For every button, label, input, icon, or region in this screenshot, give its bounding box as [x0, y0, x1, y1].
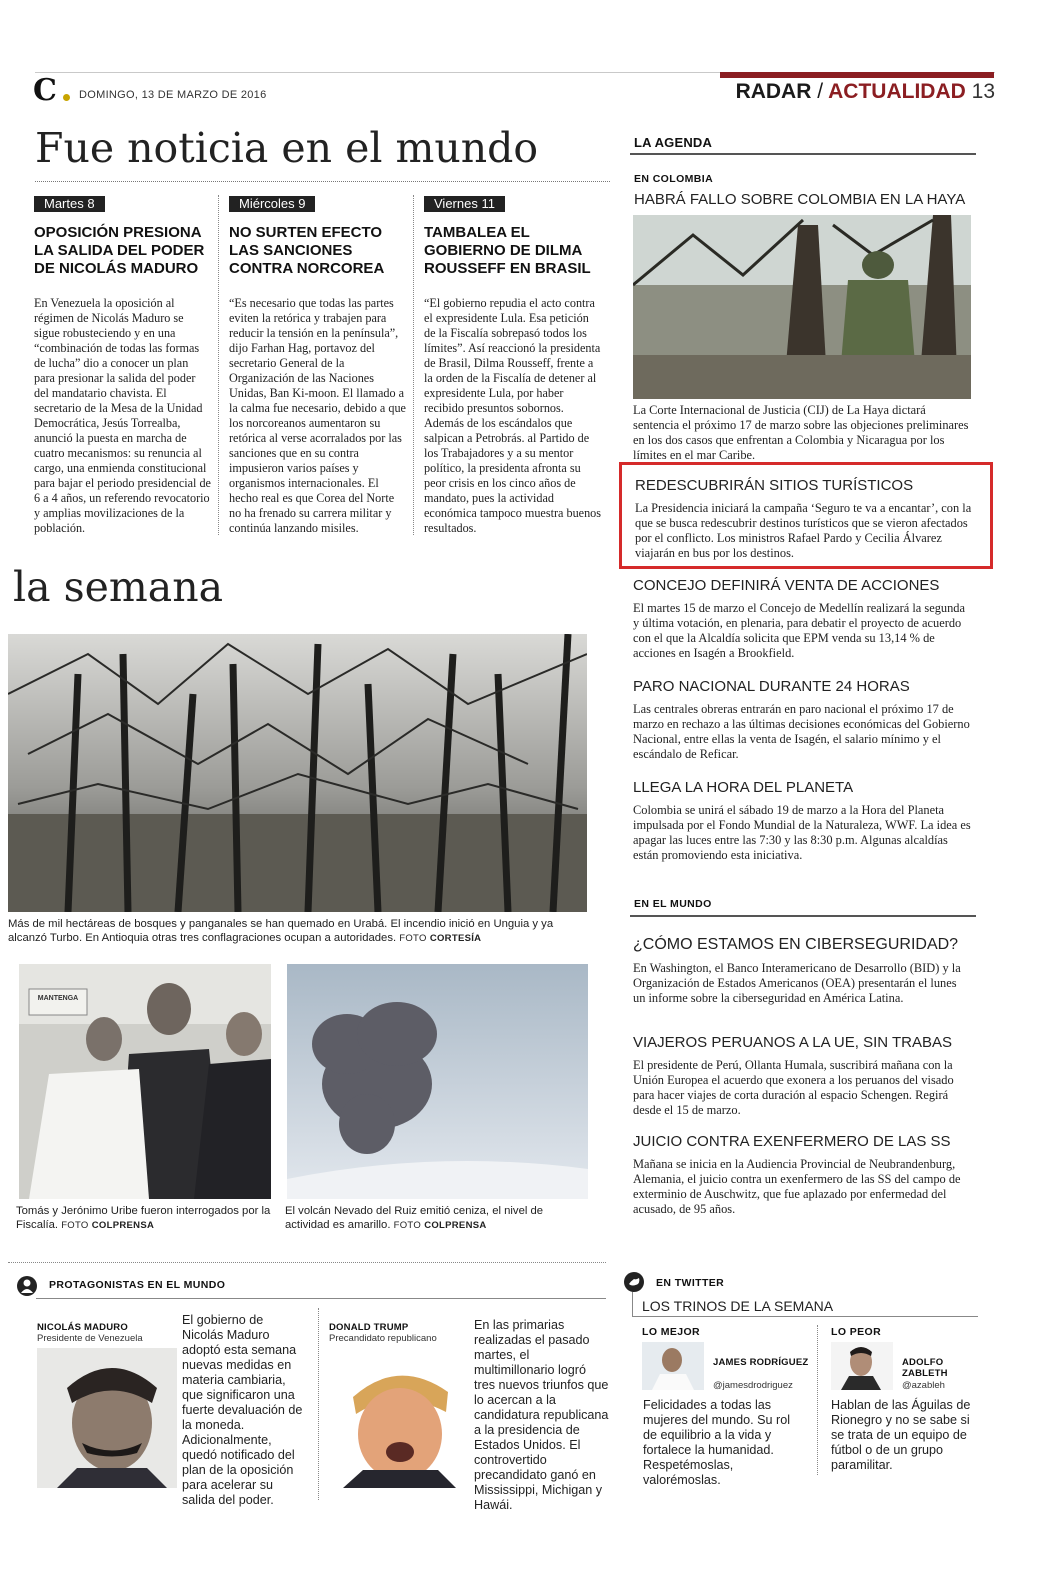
caption-text: Tomás y Jerónimo Uribe fueron interrogados por la Fiscalía.: [16, 1205, 271, 1231]
photo-credit: COLPRENSA: [91, 1220, 155, 1231]
colombian-soldier-photo: [633, 215, 971, 399]
day-tag: Viernes 11: [424, 196, 505, 212]
tweet-author-name: ADOLFO ZABLETH: [902, 1357, 948, 1379]
twitter-vline: [632, 1292, 633, 1316]
column-body: “Es necesario que todas las partes eviten la retórica y trabajen para reducir la tensión en la península”, dijo Farhan Hag, portavoz del secretario General de la Organización de las Naciones Unidas, Ban Ki-moon. El llamado a la calma fue necesario, debido a que los norcoreanos aumentaron su retórica al verse acorralados por las sanciones que en su contra impusieron varios países y organismos internacionales. El hecho real es que Corea del Norte no ha frenado su carrera militar y continúa lanzando misiles.: [229, 296, 406, 535]
worst-tweet-label: LO PEOR: [831, 1326, 882, 1338]
section-header: [600, 80, 995, 104]
protagonist-name: NICOLÁS MADURO: [37, 1322, 128, 1333]
section-divider: [8, 1262, 606, 1263]
day-tag: Martes 8: [34, 196, 105, 212]
best-tweet-label: LO MEJOR: [642, 1326, 701, 1338]
column-body: En Venezuela la oposición al régimen de Nicolás Maduro se sigue robusteciendo y en una “combinación de todas las formas de lucha” dio a conocer un plan para presionar la salida del poder del mandatario chavista. El secretario de la Mesa de la Unidad Democrática, Jesús Torrealba, anunció la puesta en marcha de cuatro mecanismos: su renuncia al cargo, una enmienda constitucional para bajar el periodo presidencial de 6 a 4 años, un referendo revocatorio y amplias movilizaciones de la población.: [34, 296, 211, 535]
day-tag: Miércoles 9: [229, 196, 315, 212]
colombia-kicker: EN COLOMBIA: [634, 173, 714, 185]
column-divider: [413, 195, 414, 535]
column-headline: TAMBALEA EL GOBIERNO DE DILMA ROUSSEFF EN BRASIL: [424, 224, 591, 277]
tweet-text: Hablan de las Águilas de Rionegro y no se sabe si se trata de un equipo de fútbol o de un grupo paramilitar.: [831, 1398, 971, 1472]
agenda-kicker: LA AGENDA: [634, 135, 713, 150]
column-divider: [218, 195, 219, 535]
james-rodriguez-avatar: [642, 1342, 704, 1390]
world-item-body: El presidente de Perú, Ollanta Humala, suscribirá mañana con la Unión Europea el acuerdo que exonera a los peruanos del visado para hacer viajes de corta duración al espacio Schengen. Regirá desde el 15 de marzo.: [633, 1058, 954, 1117]
week-heading: la semana: [13, 563, 224, 611]
agenda-item-body: El martes 15 de marzo el Concejo de Medellín realizará la segunda y última votación, en plenaria, para debatir el proyecto de acuerdo con el que la Alcaldía solicita que EPM venda su 13,14 % de acciones en Isagén a Brookfield.: [633, 601, 966, 660]
issue-date: DOMINGO, 13 DE MARZO DE 2016: [79, 89, 267, 101]
protagonists-rule: [36, 1298, 606, 1299]
page-number: 13: [971, 80, 995, 103]
news-column-friday: [424, 195, 602, 536]
news-column-tuesday: [34, 195, 212, 536]
agenda-item-title: CONCEJO DEFINIRÁ VENTA DE ACCIONES: [633, 577, 940, 594]
photo-credit-label: FOTO: [393, 1220, 422, 1231]
forest-fire-photo: [8, 634, 587, 912]
photo-credit: COLPRENSA: [424, 1220, 487, 1231]
forest-caption: [8, 917, 588, 946]
caption-text: El volcán Nevado del Ruiz emitió ceniza, el nivel de actividad es amarillo.: [285, 1205, 544, 1231]
tweet-text: Felicidades a todas las mujeres del mundo. Su rol de equilibrio a la vida y fortalece la humanidad. Respetémoslas, valorémoslas.: [643, 1398, 790, 1487]
agenda-item-title: PARO NACIONAL DURANTE 24 HORAS: [633, 678, 910, 695]
protagonist-name: DONALD TRUMP: [329, 1322, 409, 1333]
trump-portrait: [328, 1352, 468, 1488]
page-title: Fue noticia en el mundo: [35, 124, 539, 172]
agenda-item-title: HABRÁ FALLO SOBRE COLOMBIA EN LA HAYA: [634, 191, 966, 208]
photo-credit: CORTESÍA: [429, 933, 482, 944]
subsection-name: ACTUALIDAD: [828, 80, 966, 103]
agenda-item-title: REDESCUBRIRÁN SITIOS TURÍSTICOS: [635, 477, 914, 494]
tweet-author-handle: @jamesdrodriguez: [713, 1380, 793, 1391]
tweet-author-name: JAMES RODRÍGUEZ: [713, 1357, 809, 1368]
protagonist-role: Presidente de Venezuela: [37, 1333, 143, 1344]
sign-text: MANTENGA: [37, 995, 79, 1002]
world-kicker: EN EL MUNDO: [634, 898, 712, 910]
column-headline: OPOSICIÓN PRESIONA LA SALIDA DEL PODER DE NICOLÁS MADURO: [34, 224, 205, 277]
world-item-title: JUICIO CONTRA EXENFERMERO DE LAS SS: [633, 1133, 951, 1150]
logo-dot-icon: [63, 94, 70, 101]
column-body: “El gobierno repudia el acto contra el expresidente Lula. Esa petición de la Fiscalía sobrepasó todos los límites”. Así reaccionó la presidenta de Brasil, Dilma Rousseff, frente a la orden de la Fiscalía de detener al expresidente Lula, por haber recibido presuntos sobornos. Además de los escándalos que salpican a Petrobrás. al Partido de los Trabajadores y a su mentor político, la presidenta afronta su peor crisis en los cinco años de mandato, pues la actividad económica tampoco muestra buenos resultados.: [424, 296, 601, 535]
agenda-item-body: Las centrales obreras entrarán en paro nacional el próximo 17 de marzo en rechazo a las últimas decisiones económicas del Gobierno Nacional, entre ellas la venta de Isagén, el salario mínimo y el escándalo de Reficar.: [633, 702, 970, 761]
world-item-title: VIAJEROS PERUANOS A LA UE, SIN TRABAS: [633, 1034, 952, 1051]
newspaper-logo: C: [33, 73, 57, 108]
twitter-title: LOS TRINOS DE LA SEMANA: [642, 1298, 834, 1314]
agenda-item-title: LLEGA LA HORA DEL PLANETA: [633, 779, 854, 796]
section-name: RADAR: [735, 80, 812, 103]
agenda-rule: [630, 153, 976, 155]
twitter-kicker: EN TWITTER: [656, 1277, 725, 1289]
section-separator: /: [817, 80, 824, 103]
column-headline: NO SURTEN EFECTO LAS SANCIONES CONTRA NORCOREA: [229, 224, 385, 277]
agenda-item-body: La Presidencia iniciará la campaña ‘Seguro te va a encantar’, con la que se busca redescubrir destinos turísticos que se vieron afectados por el conflicto. Los ministros Rafael Pardo y Cecilia Álvarez viajarán en bus por los destinos.: [635, 501, 972, 560]
twitter-icon: [624, 1272, 644, 1292]
world-item-body: En Washington, el Banco Interamericano de Desarrollo (BID) y la Organización de Estados Americanos (OEA) presentarán el lunes un informe sobre la ciberseguridad en América Latina.: [633, 961, 961, 1005]
adolfo-zableth-avatar: [831, 1342, 893, 1390]
twitter-rule: [632, 1316, 978, 1317]
agenda-item-body: La Corte Internacional de Justicia (CIJ) de La Haya dictará sentencia el próximo 17 de marzo sobre las objeciones preliminares en los dos casos que enfrentan a Colombia y Nicaragua por los límites en el mar Caribe.: [633, 403, 969, 462]
person-icon: [17, 1276, 37, 1296]
world-item-title: ¿CÓMO ESTAMOS EN CIBERSEGURIDAD?: [633, 936, 959, 953]
tweet-divider: [817, 1325, 818, 1475]
world-rule: [630, 915, 976, 917]
maduro-portrait: [37, 1348, 177, 1488]
news-column-wednesday: [229, 195, 407, 536]
protagonists-kicker: PROTAGONISTAS EN EL MUNDO: [49, 1279, 226, 1291]
agenda-item-body: Colombia se unirá el sábado 19 de marzo a la Hora del Planeta impulsada por el Fondo Mundial de la Naturaleza, WWF. La idea es apagar las luces entre las 7:30 y las 8:30 p.m. Algunas alcaldías están promoviendo esta iniciativa.: [633, 803, 971, 862]
protagonist-body: El gobierno de Nicolás Maduro adoptó esta semana nuevas medidas en materia cambiaria, que significaron una fuerte devaluación de la moneda. Adicionalmente, quedó notificado del plan de la oposición para acelerar su salida del poder.: [182, 1313, 303, 1507]
uribe-brothers-photo: [19, 964, 271, 1199]
world-item-body: Mañana se inicia en la Audiencia Provincial de Neubrandenburg, Alemania, el juicio contra un exenfermero de las SS del campo de exterminio de Auschwitz, que fue aplazado por enfermedad del acusado, de 95 años.: [633, 1157, 961, 1216]
caption-text: Más de mil hectáreas de bosques y panganales se han quemado en Urabá. El incendio inició en Unguia y ya alcanzó Turbo. En Antioquia otras tres conflagraciones ocupan a autoridades.: [8, 918, 554, 944]
uribe-caption: [16, 1204, 274, 1233]
protagonist-role: Precandidato republicano: [329, 1333, 437, 1344]
volcano-photo: [287, 964, 588, 1199]
protagonist-body: En las primarias realizadas el pasado martes, el multimillonario logró tres nuevos triunfos que lo acercan a la candidatura republicana a la presidencia de Estados Unidos. El controvertido precandidato ganó en Mississippi, Michigan y Hawái.: [474, 1318, 609, 1512]
volcano-caption: [285, 1204, 585, 1233]
section-color-bar: [720, 72, 994, 78]
photo-credit-label: FOTO: [399, 933, 427, 944]
headline-rule: [35, 181, 610, 182]
protagonist-divider: [318, 1308, 319, 1500]
photo-credit-label: FOTO: [61, 1220, 89, 1231]
tweet-author-handle: @azableh: [902, 1380, 945, 1391]
